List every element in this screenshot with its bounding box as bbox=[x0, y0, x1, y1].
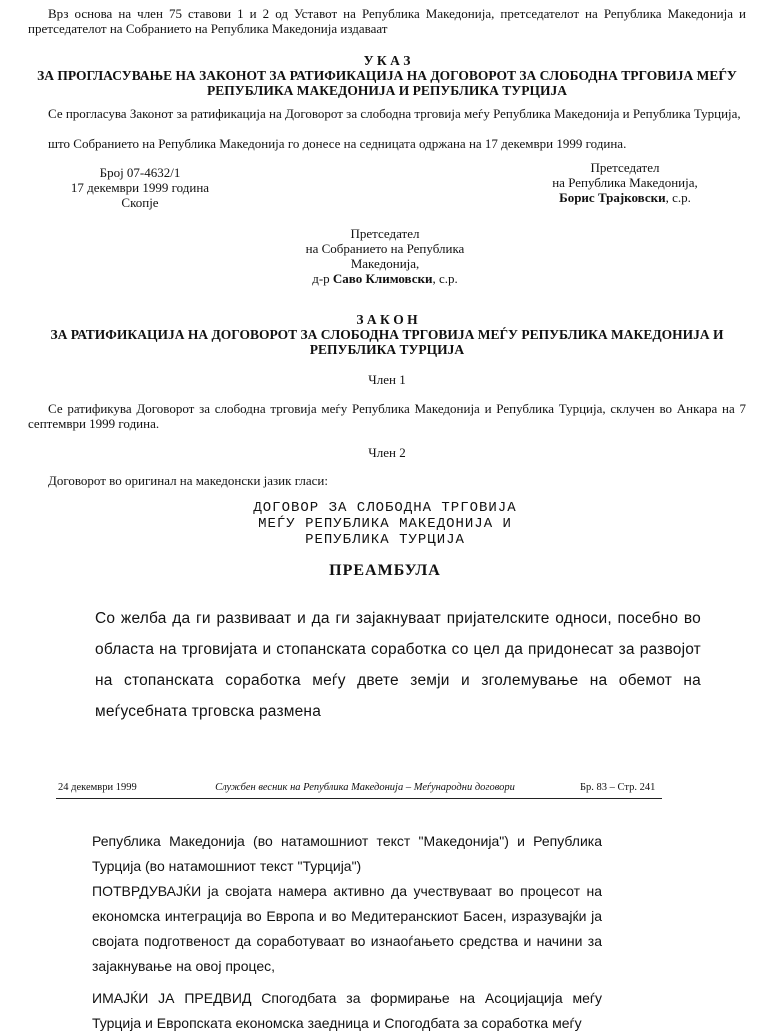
article-1-text: Се ратификува Договорот за слободна трговија меѓу Република Македонија и Република Турција, склучен во Анкара на 7 септември 1999 година. bbox=[28, 401, 746, 431]
decree-place: Скопје bbox=[121, 195, 159, 210]
assembly-president-title-3: Македонија, bbox=[350, 256, 420, 271]
intro-paragraph: Врз основа на член 75 ставови 1 и 2 од Уставот на Република Македонија, претседателот на Република Македонија и претседателот на Собранието на Република Македонија издаваат bbox=[28, 6, 746, 36]
assembly-president-title-2: на Собранието на Република bbox=[305, 241, 465, 256]
preamble-heading: ПРЕАМБУЛА bbox=[329, 562, 441, 579]
signature-center bbox=[270, 226, 500, 286]
assembly-president-suffix: , с.р. bbox=[432, 271, 458, 286]
ukaz-body: Се прогласува Законот за ратификација на Договорот за слободна трговија меѓу Република Македонија и Република Турција, bbox=[48, 106, 741, 121]
having-lead: ИМАЈЌИ ЈА ПРЕДВИД bbox=[92, 990, 252, 1006]
having-paragraph bbox=[92, 986, 602, 1036]
decree-date: 17 декември 1999 година bbox=[70, 180, 210, 195]
zakon-subtitle: ЗА РАТИФИКАЦИЈА НА ДОГОВОРОТ ЗА СЛОБОДНА ТРГОВИЈА МЕЃУ РЕПУБЛИКА МАКЕДОНИЈА И РЕПУБЛИКА ТУРЦИЈА bbox=[50, 327, 724, 357]
agreement-title-line-1: ДОГОВОР ЗА СЛОБОДНА ТРГОВИЈА bbox=[253, 500, 517, 516]
confirm-text: ја својата намера активно да учествуваат во процесот на економска интеграција во Европа и во Медитеранскиот Басен, изразувајќи ја својата подготвеност да соработуваат во изнаоѓањето средства и начини за зајакнување на овој процес, bbox=[92, 883, 602, 974]
footer-page: Бр. 83 – Стр. 241 bbox=[580, 782, 656, 793]
article-1-label: Член 1 bbox=[368, 372, 406, 387]
agreement-title-line-3: РЕПУБЛИКА ТУРЦИЈА bbox=[305, 532, 465, 548]
footer-publication: Службен весник на Република Македонија – Меѓународни договори bbox=[215, 782, 515, 793]
assembly-president-name: Саво Климовски bbox=[332, 271, 433, 286]
president-title: Претседател bbox=[590, 160, 660, 175]
footer-date: 24 декември 1999 bbox=[58, 782, 137, 793]
president-title-2: на Република Македонија, bbox=[552, 175, 698, 190]
assembly-president-prefix: д-р bbox=[312, 271, 333, 286]
ukaz-heading: У К А З bbox=[363, 53, 411, 68]
parties-text: Република Македонија (во натамошниот текст "Македонија") и Република Турција (во натамошниот текст "Турција") bbox=[92, 833, 602, 874]
agreement-title bbox=[150, 500, 620, 548]
assembly-president-title: Претседател bbox=[350, 226, 420, 241]
ukaz-subtitle: ЗА ПРОГЛАСУВАЊЕ НА ЗАКОНОТ ЗА РАТИФИКАЦИЈА НА ДОГОВОРОТ ЗА СЛОБОДНА ТРГОВИЈА МЕЃУ РЕПУБЛИКА МАКЕДОНИЈА И РЕПУБЛИКА ТУРЦИЈА bbox=[37, 68, 737, 98]
footer-rule bbox=[56, 798, 662, 799]
signature-right bbox=[520, 160, 730, 205]
decree-number: Број 07-4632/1 bbox=[99, 165, 181, 180]
president-suffix: , с.р. bbox=[665, 190, 691, 205]
signature-left bbox=[40, 165, 240, 210]
having-text: Спогодбата за формирање на Асоцијација меѓу Турција и Европската економска заедница и Спогодбата за соработка меѓу bbox=[92, 990, 602, 1031]
article-2-label: Член 2 bbox=[368, 445, 406, 460]
ukaz-body-2: што Собранието на Република Македонија го донесе на седницата одржана на 17 декември 1999 година. bbox=[48, 136, 627, 151]
agreement-title-line-2: МЕЃУ РЕПУБЛИКА МАКЕДОНИЈА И bbox=[258, 516, 512, 532]
confirm-paragraph bbox=[92, 879, 602, 979]
preamble-text: Со желба да ги развиваат и да ги зајакнуваат пријателските односи, посебно во областа на трговијата и стопанската соработка со цел да придонесат за развојот на стопанската соработка меѓу двете земји и зголемување на обемот на меѓусебната трговска размена bbox=[95, 609, 701, 720]
president-name: Борис Трајковски bbox=[559, 190, 666, 205]
confirm-lead: ПОТВРДУВАЈЌИ bbox=[92, 883, 202, 899]
article-2-text: Договорот во оригинал на македонски јазик гласи: bbox=[48, 473, 328, 488]
zakon-heading: З А К О Н bbox=[356, 312, 418, 327]
